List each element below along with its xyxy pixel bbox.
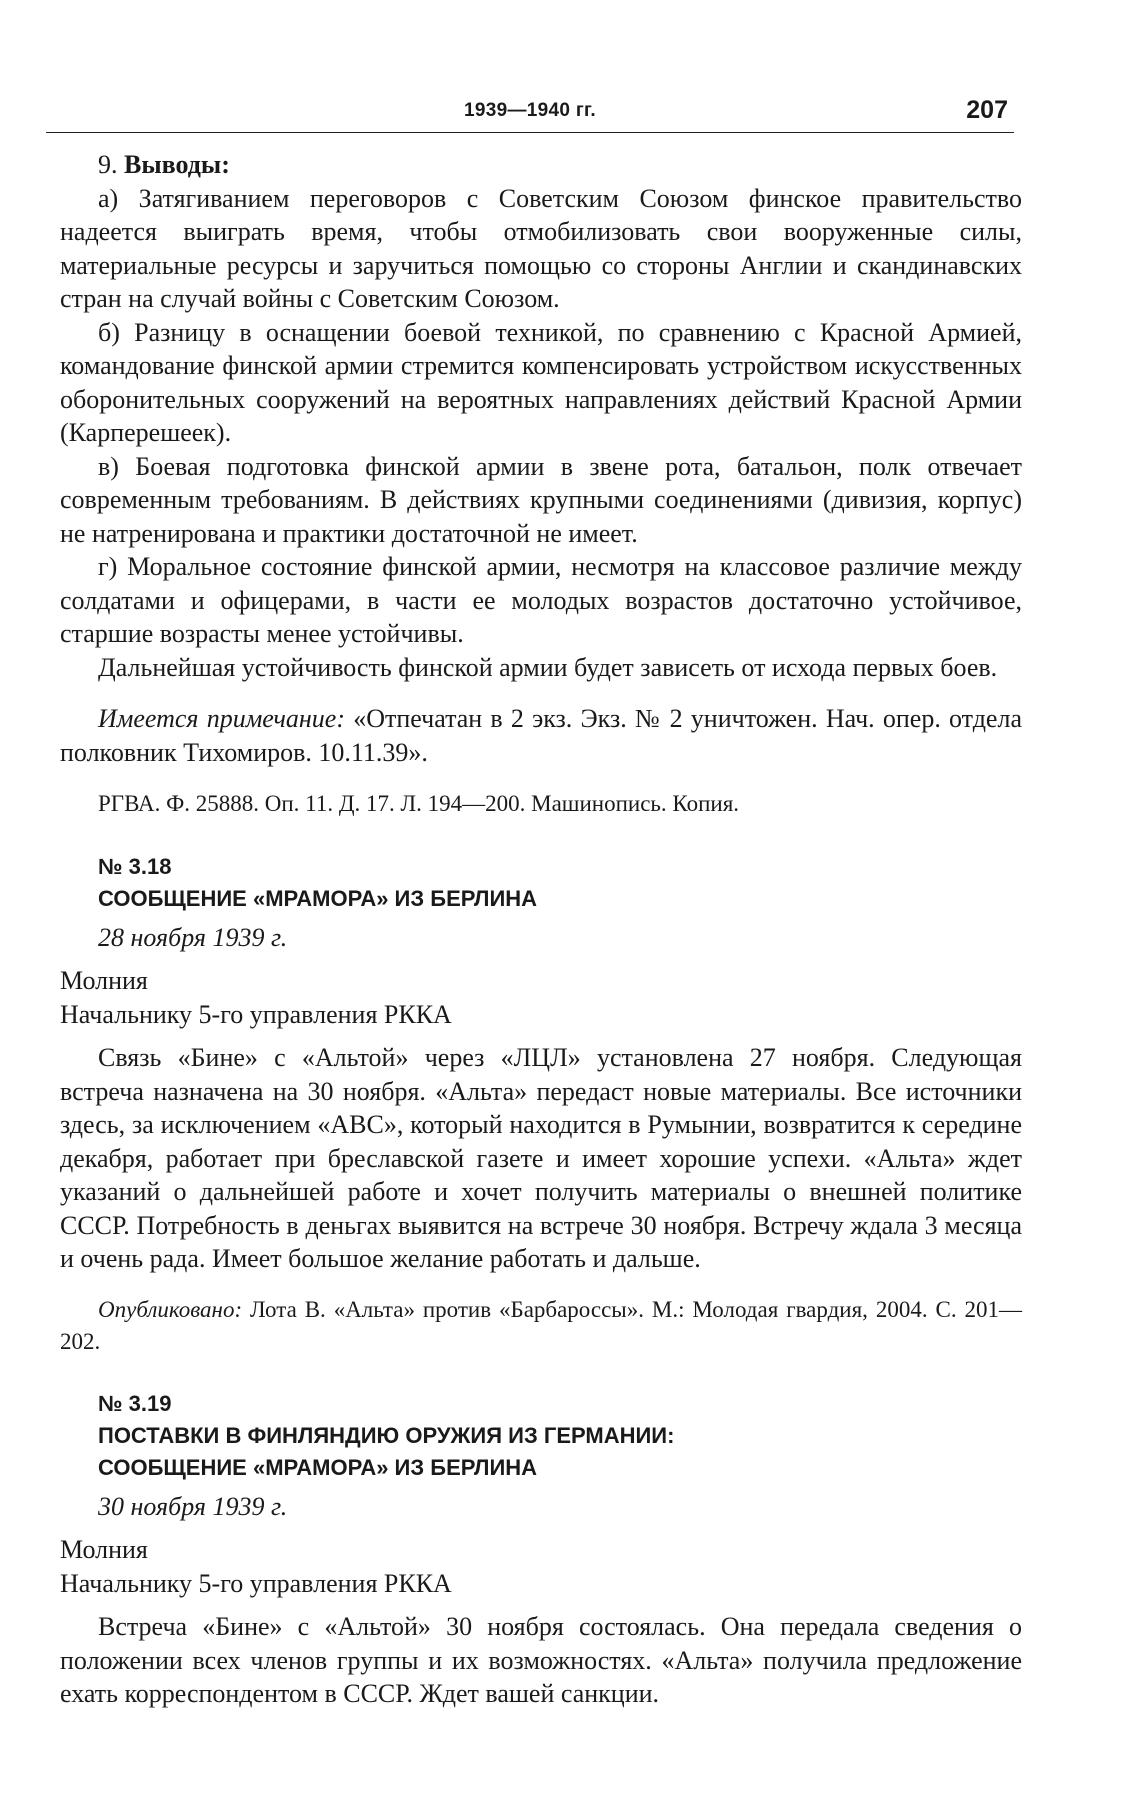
note-text: «Отпечатан в 2 экз. Экз. № 2 уничтожен. Нач. опер. отдела полковник Тихомиров. 10.11.39». — [60, 704, 1022, 767]
doc-text: Встреча «Бине» с «Альтой» 30 ноября состоялась. Она передала сведения о положении всех членов группы и их возможностях. «Альта» получила предложение ехать корреспондентом в СССР. Ждет вашей санкции. — [60, 1612, 1022, 1708]
conclusion-item-b: б) Разницу в оснащении боевой техникой, по сравнению с Красной Армией, командование финской армии стремится компенсировать устройством искусственных оборонительных сооружений на вероятных направлениях действий Красной Армии (Карперешеек). — [60, 317, 1022, 447]
doc-title-line-2: СООБЩЕНИЕ «МРАМОРА» ИЗ БЕРЛИНА — [98, 1454, 538, 1480]
conclusions-heading — [60, 148, 1022, 182]
conclusion-item-d: г) Моральное состояние финской армии, несмотря на классовое различие между солдатами и офицерами, в части ее молодых возрастов достаточно устойчивое, старшие возрасты менее устойчивы. — [60, 552, 1022, 648]
document-3-19 — [60, 1388, 1022, 1711]
doc-date: 28 ноября 1939 г. — [98, 922, 288, 952]
doc-number: № 3.19 — [98, 1390, 172, 1416]
conclusion-item-c: в) Боевая подготовка финской армии в звене рота, батальон, полк отвечает современным требованиям. В действиях крупными соединениями (дивизия, корпус) не натренирована и практики достаточной не имеет. — [60, 451, 1022, 548]
conclusions-heading-text: Выводы: — [124, 150, 230, 179]
doc-addressee: Начальнику 5-го управления РККА — [60, 999, 452, 1029]
published-text: Лота В. «Альта» против «Барбароссы». М.: Молодая гвардия, 2004. С. 201—202. — [60, 1296, 1022, 1354]
doc-published — [60, 1294, 1022, 1358]
page-body — [60, 148, 1022, 1711]
page-number: 207 — [966, 96, 1008, 124]
doc-title-line-1: ПОСТАВКИ В ФИНЛЯНДИЮ ОРУЖИЯ ИЗ ГЕРМАНИИ: — [98, 1422, 675, 1448]
conclusion-final: Дальнейшая устойчивость финской армии будет зависеть от исхода первых боев. — [98, 652, 998, 682]
published-label: Опубликовано: — [98, 1296, 243, 1322]
doc-title: СООБЩЕНИЕ «МРАМОРА» ИЗ БЕРЛИНА — [98, 885, 538, 911]
doc-urgency: Молния — [60, 966, 148, 995]
doc-urgency: Молния — [60, 1535, 148, 1564]
document-3-18 — [60, 851, 1022, 1358]
archive-source: РГВА. Ф. 25888. Оп. 11. Д. 17. Л. 194—200. Машинопись. Копия. — [98, 791, 740, 816]
conclusions-number: 9. — [98, 150, 124, 179]
running-head: 1939—1940 гг. — [464, 100, 596, 121]
conclusion-item-a: а) Затягиванием переговоров с Советским Союзом финское правительство надеется выиграть время, чтобы отмобилизовать свои вооруженные силы, материальные ресурсы и заручиться помощью со стороны Англии и скандинавских стран на случай войны с Советским Союзом. — [60, 183, 1022, 313]
note-label: Имеется примечание: — [98, 704, 345, 733]
doc-date: 30 ноября 1939 г. — [98, 1491, 288, 1521]
doc-addressee: Начальнику 5-го управления РККА — [60, 1568, 452, 1598]
doc-number: № 3.18 — [98, 853, 172, 879]
page-header — [46, 96, 1014, 133]
doc-text: Связь «Бине» с «Альтой» через «ЛЦЛ» установлена 27 ноября. Следующая встреча назначена на 30 ноября. «Альта» передаст новые материалы. Все источники здесь, за исключением «АВС», который находится в Румынии, возвратится к середине декабря, работает при бреславской газете и имеет хорошие успехи. «Альта» ждет указаний о дальнейшей работе и хочет получить материалы о внешней политике СССР. Потребность в деньгах выявится на встрече 30 ноября. Встречу ждала 3 месяца и очень рада. Имеет большое желание работать и дальше. — [60, 1043, 1022, 1273]
archive-note — [60, 702, 1022, 769]
